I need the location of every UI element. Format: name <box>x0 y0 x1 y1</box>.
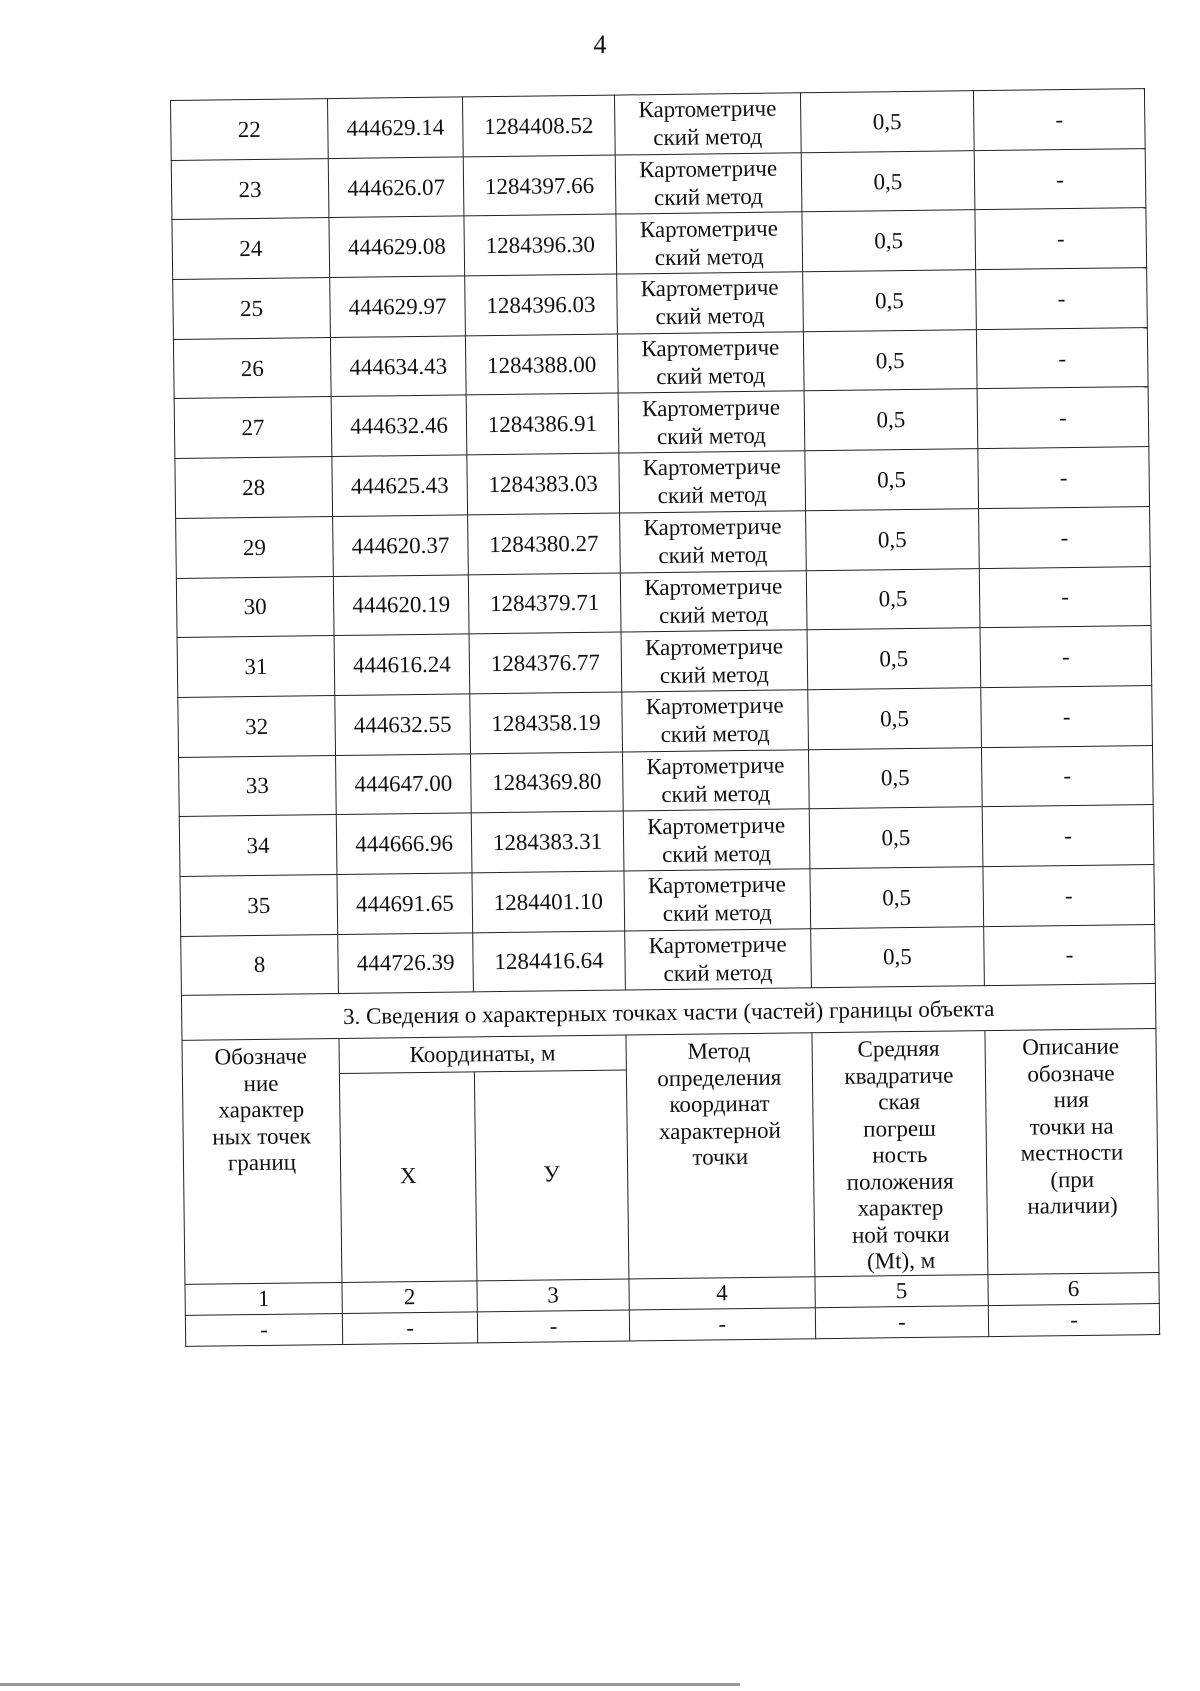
x-coordinate-cell: 444626.07 <box>328 157 464 218</box>
y-coordinate-cell: 1284396.30 <box>464 214 616 276</box>
header-accuracy <box>812 1031 988 1277</box>
value-cell: - <box>185 1313 342 1346</box>
column-number: 2 <box>342 1281 478 1314</box>
x-coordinate-cell: 444632.55 <box>335 694 471 755</box>
header-method-line: Метод <box>687 1038 751 1065</box>
header-accuracy-line: Средняя <box>857 1035 940 1062</box>
header-method <box>626 1033 815 1279</box>
point-number-cell: 23 <box>171 158 329 220</box>
header-accuracy-line: погреш <box>863 1115 937 1142</box>
y-coordinate-cell: 1284376.77 <box>469 632 621 694</box>
point-number-cell: 27 <box>174 397 332 459</box>
x-coordinate-cell: 444625.43 <box>332 455 468 516</box>
method-line: ский метод <box>662 899 772 927</box>
x-coordinate-cell: 444634.43 <box>330 336 466 397</box>
method-cell <box>624 928 811 990</box>
header-accuracy-line: квадратиче <box>844 1062 954 1089</box>
accuracy-cell: 0,5 <box>810 926 984 988</box>
method-line: ский метод <box>656 422 766 449</box>
method-line: Картометриче <box>639 155 778 183</box>
y-coordinate-cell: 1284397.66 <box>463 155 615 217</box>
y-coordinate-cell: 1284401.10 <box>472 871 624 933</box>
accuracy-cell: 0,5 <box>800 91 974 153</box>
description-cell: - <box>975 208 1147 270</box>
description-cell: - <box>974 148 1146 210</box>
value-cell: - <box>815 1305 989 1338</box>
description-cell: - <box>983 864 1155 926</box>
header-designation <box>182 1039 342 1284</box>
header-accuracy-line: ность <box>872 1142 928 1168</box>
method-line: ский метод <box>663 959 773 987</box>
method-cell <box>616 212 803 274</box>
point-number-cell: 34 <box>179 815 337 877</box>
header-description-line: местности <box>1020 1139 1124 1166</box>
y-coordinate-cell: 1284416.64 <box>473 931 625 993</box>
method-line: Картометриче <box>645 692 784 720</box>
accuracy-cell: 0,5 <box>808 688 982 750</box>
point-number-cell: 25 <box>173 278 331 340</box>
description-cell: - <box>984 924 1156 986</box>
x-coordinate-cell: 444629.08 <box>329 216 465 277</box>
method-cell <box>623 809 810 871</box>
method-line: ский метод <box>659 661 769 688</box>
method-line: Картометриче <box>647 812 786 839</box>
header-accuracy-line: ская <box>878 1089 921 1115</box>
header-y: У <box>475 1070 629 1281</box>
point-number-cell: 33 <box>179 755 337 817</box>
points-table-body <box>171 89 1156 996</box>
point-number-cell: 8 <box>181 934 339 996</box>
description-cell: - <box>977 387 1149 449</box>
column-number: 6 <box>988 1272 1159 1305</box>
y-coordinate-cell: 1284388.00 <box>466 334 618 396</box>
method-cell <box>617 332 804 394</box>
section3-block <box>181 984 1159 1346</box>
method-line: Картометриче <box>640 274 779 302</box>
header-designation-line: границ <box>227 1149 297 1176</box>
method-line: Картометриче <box>641 394 781 422</box>
y-coordinate-cell: 1284383.31 <box>471 811 623 873</box>
method-cell <box>621 630 808 692</box>
scan-edge-line <box>0 1683 740 1686</box>
accuracy-cell: 0,5 <box>810 867 984 929</box>
description-cell: - <box>978 447 1150 509</box>
method-cell <box>615 152 802 214</box>
method-line: ский метод <box>654 243 764 270</box>
value-cell: - <box>478 1310 630 1343</box>
point-number-cell: 26 <box>173 337 331 399</box>
y-coordinate-cell: 1284358.19 <box>470 692 622 754</box>
y-coordinate-cell: 1284369.80 <box>471 752 623 814</box>
column-number: 1 <box>185 1282 342 1315</box>
value-cell: - <box>342 1312 478 1345</box>
method-line: Картометриче <box>644 633 784 660</box>
accuracy-cell: 0,5 <box>806 568 980 630</box>
method-line: Картометриче <box>638 95 777 123</box>
method-line: Картометриче <box>646 752 785 780</box>
header-description <box>985 1029 1159 1275</box>
description-cell: - <box>979 506 1151 568</box>
description-cell: - <box>982 805 1154 867</box>
point-number-cell: 31 <box>177 636 335 698</box>
coordinates-table <box>170 88 1160 1347</box>
description-cell: - <box>980 626 1152 688</box>
header-designation-line: Обозначе <box>214 1043 307 1070</box>
accuracy-cell: 0,5 <box>808 747 982 809</box>
method-line: ский метод <box>661 780 771 807</box>
x-coordinate-cell: 444726.39 <box>338 932 474 993</box>
header-description-line: обозначе <box>1027 1060 1115 1087</box>
point-number-cell: 30 <box>176 576 334 638</box>
method-line: Картометриче <box>647 871 786 899</box>
y-coordinate-cell: 1284380.27 <box>468 513 620 575</box>
point-number-cell: 35 <box>180 874 338 936</box>
header-designation-line: ных точек <box>212 1123 312 1150</box>
header-method-line: определения <box>657 1064 782 1091</box>
method-line: Картометриче <box>641 334 780 362</box>
column-number: 4 <box>629 1277 816 1310</box>
header-method-line: характерной <box>658 1117 781 1144</box>
accuracy-cell: 0,5 <box>801 150 975 212</box>
y-coordinate-cell: 1284379.71 <box>469 573 621 635</box>
accuracy-cell: 0,5 <box>804 389 978 451</box>
header-x: X <box>339 1071 477 1282</box>
method-line: ский метод <box>656 362 766 390</box>
header-description-line: Описание <box>1022 1033 1120 1060</box>
header-method-line: точки <box>692 1144 749 1171</box>
accuracy-cell: 0,5 <box>809 807 983 869</box>
x-coordinate-cell: 444629.14 <box>327 97 463 158</box>
column-number: 5 <box>815 1274 989 1307</box>
accuracy-cell: 0,5 <box>802 210 976 272</box>
method-cell <box>621 690 808 752</box>
value-cell: - <box>988 1303 1159 1336</box>
method-cell <box>616 272 803 334</box>
y-coordinate-cell: 1284408.52 <box>463 95 615 157</box>
column-number: 3 <box>477 1279 629 1312</box>
header-designation-line: ние <box>243 1070 279 1096</box>
x-coordinate-cell: 444691.65 <box>337 873 473 934</box>
method-line: Картометриче <box>644 573 783 601</box>
header-accuracy-line: (Mt), м <box>866 1248 936 1274</box>
header-accuracy-line: характер <box>857 1194 944 1221</box>
header-coordinates: Координаты, м <box>339 1035 626 1073</box>
point-number-cell: 24 <box>172 218 330 280</box>
method-line: ский метод <box>653 183 764 211</box>
method-cell <box>618 391 805 453</box>
description-cell: - <box>981 745 1153 807</box>
y-coordinate-cell: 1284396.03 <box>465 274 617 336</box>
accuracy-cell: 0,5 <box>807 628 981 690</box>
description-cell: - <box>976 327 1148 389</box>
section3-title: 3. Сведения о характерных точках части (частей) границы объекта <box>181 984 1155 1041</box>
method-line: Картометриче <box>639 215 778 242</box>
method-cell <box>614 93 801 155</box>
method-line: ский метод <box>660 720 770 748</box>
x-coordinate-cell: 444620.37 <box>333 515 469 576</box>
accuracy-cell: 0,5 <box>802 270 976 332</box>
method-cell <box>622 749 809 811</box>
method-line: ский метод <box>655 303 765 330</box>
point-number-cell: 32 <box>178 695 336 757</box>
x-coordinate-cell: 444620.19 <box>333 574 469 635</box>
y-coordinate-cell: 1284386.91 <box>466 393 618 455</box>
header-accuracy-line: положения <box>846 1168 954 1195</box>
page-number: 4 <box>593 30 607 59</box>
x-coordinate-cell: 444616.24 <box>334 634 470 695</box>
x-coordinate-cell: 444666.96 <box>336 813 472 874</box>
method-line: Картометриче <box>643 513 782 541</box>
header-description-line: наличии) <box>1027 1192 1118 1219</box>
method-cell <box>619 451 806 513</box>
header-method-line: координат <box>669 1091 770 1118</box>
value-cell: - <box>629 1308 816 1341</box>
method-line: ский метод <box>657 482 767 509</box>
accuracy-cell: 0,5 <box>805 449 979 511</box>
description-cell: - <box>981 685 1153 747</box>
x-coordinate-cell: 444629.97 <box>330 276 466 337</box>
method-line: Картометриче <box>642 454 781 481</box>
method-line: ский метод <box>659 601 769 628</box>
x-coordinate-cell: 444647.00 <box>335 753 471 814</box>
point-number-cell: 22 <box>171 99 329 161</box>
method-line: Картометриче <box>648 931 787 959</box>
header-accuracy-line: ной точки <box>851 1221 950 1248</box>
x-coordinate-cell: 444632.46 <box>331 395 467 456</box>
point-number-cell: 28 <box>175 457 333 519</box>
point-number-cell: 29 <box>176 516 334 578</box>
y-coordinate-cell: 1284383.03 <box>467 453 619 515</box>
method-line: ский метод <box>661 840 772 867</box>
description-cell: - <box>976 268 1148 330</box>
header-description-line: ния <box>1053 1087 1090 1113</box>
method-line: ский метод <box>653 124 763 151</box>
header-designation-line: характер <box>218 1096 305 1123</box>
description-cell: - <box>973 89 1145 151</box>
accuracy-cell: 0,5 <box>805 508 979 570</box>
description-cell: - <box>979 566 1151 628</box>
accuracy-cell: 0,5 <box>803 329 977 391</box>
method-cell <box>619 511 806 573</box>
method-cell <box>624 869 811 931</box>
method-line: ский метод <box>658 541 768 569</box>
method-cell <box>620 570 807 632</box>
header-description-line: точки на <box>1029 1113 1114 1140</box>
header-description-line: (при <box>1050 1166 1095 1193</box>
